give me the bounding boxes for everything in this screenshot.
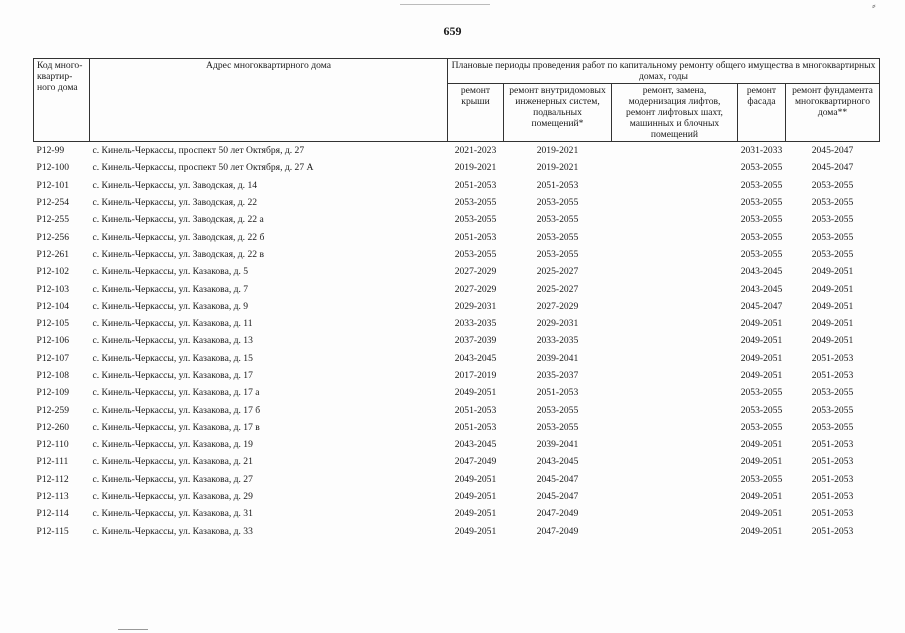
address-cell: с. Кинель-Черкассы, ул. Казакова, д. 17 в [92,421,260,433]
engineering-cell: 2039-2041 [536,352,579,364]
elevators-cell [612,471,738,488]
table-row [34,298,880,315]
header-foundation: ремонт фундамента многоквартирного дома** [786,84,880,142]
roof-cell: 2049-2051 [454,525,497,537]
facade-cell: 2053-2055 [740,473,783,485]
address-cell: с. Кинель-Черкассы, ул. Казакова, д. 29 [92,491,253,503]
foundation-cell: 2051-2053 [811,352,854,364]
table-row [34,401,880,418]
facade-cell: 2049-2051 [740,525,783,537]
table-row [34,315,880,332]
roof-cell: 2053-2055 [454,214,497,226]
table-row [34,159,880,176]
table-body [34,142,880,540]
address-cell: с. Кинель-Черкассы, ул. Казакова, д. 7 [92,283,249,295]
elevators-cell [612,453,738,470]
foundation-cell: 2051-2053 [811,439,854,451]
engineering-cell: 2053-2055 [536,231,579,243]
facade-cell: 2053-2055 [740,421,783,433]
elevators-cell [612,488,738,505]
roof-cell: 2053-2055 [454,248,497,260]
engineering-cell: 2045-2047 [536,491,579,503]
code-cell: Р12-101 [36,179,70,191]
foundation-cell: 2053-2055 [811,197,854,209]
code-cell: Р12-259 [36,404,70,416]
roof-cell: 2051-2053 [454,404,497,416]
foundation-cell: 2053-2055 [811,179,854,191]
header-roof: ремонт крыши [448,84,504,142]
foundation-cell: 2053-2055 [811,248,854,260]
elevators-cell [612,350,738,367]
foundation-cell: 2049-2051 [811,283,854,295]
address-cell: с. Кинель-Черкассы, ул. Казакова, д. 33 [92,525,253,537]
address-cell: с. Кинель-Черкассы, проспект 50 лет Октября, д. 27 А [92,162,314,174]
facade-cell: 2053-2055 [740,179,783,191]
roof-cell: 2053-2055 [454,197,497,209]
address-cell: с. Кинель-Черкассы, ул. Казакова, д. 27 [92,473,253,485]
roof-cell: 2047-2049 [454,456,497,468]
facade-cell: 2053-2055 [740,404,783,416]
header-periods: Плановые периоды проведения работ по капитальному ремонту общего имущества в многоквартирных домах, годы [448,59,880,84]
facade-cell: 2043-2045 [740,283,783,295]
roof-cell: 2051-2053 [454,231,497,243]
table-row [34,367,880,384]
foundation-cell: 2051-2053 [811,456,854,468]
engineering-cell: 2053-2055 [536,421,579,433]
foundation-cell: 2049-2051 [811,300,854,312]
engineering-cell: 2053-2055 [536,197,579,209]
facade-cell: 2043-2045 [740,266,783,278]
foundation-cell: 2053-2055 [811,387,854,399]
engineering-cell: 2047-2049 [536,508,579,520]
roof-cell: 2017-2019 [454,370,497,381]
facade-cell: 2049-2051 [740,352,783,364]
foundation-cell: 2053-2055 [811,214,854,226]
code-cell: Р12-102 [36,266,70,278]
code-cell: Р12-100 [36,162,70,174]
facade-cell: 2053-2055 [740,231,783,243]
engineering-cell: 2019-2021 [536,145,579,157]
engineering-cell: 2053-2055 [536,404,579,416]
code-cell: Р12-104 [36,300,70,312]
roof-cell: 2021-2023 [454,145,497,157]
foundation-cell: 2051-2053 [811,491,854,503]
roof-cell: 2037-2039 [454,335,497,347]
header-elevators: ремонт, замена, модернизация лифтов, ремонт лифтовых шахт, машинных и блочных помещений [612,84,738,142]
engineering-cell: 2053-2055 [536,214,579,226]
foundation-cell: 2045-2047 [811,162,854,174]
elevators-cell [612,280,738,297]
table-row [34,436,880,453]
scan-artifact-mark: ⸗ [872,0,876,12]
table-row [34,194,880,211]
header-row-top [34,59,880,84]
header-facade: ремонт фасада [738,84,786,142]
table-row [34,350,880,367]
code-cell: Р12-260 [36,421,70,433]
engineering-cell: 2025-2027 [536,283,579,295]
roof-cell: 2049-2051 [454,473,497,485]
repair-schedule-table [33,58,880,540]
elevators-cell [612,315,738,332]
scan-artifact-line-bottom [118,629,148,630]
roof-cell: 2043-2045 [454,439,497,451]
elevators-cell [612,367,738,384]
table-row [34,523,880,540]
elevators-cell [612,523,738,540]
engineering-cell: 2039-2041 [536,439,579,451]
code-cell: Р12-108 [36,370,70,381]
table-row [34,384,880,401]
header-address: Адрес многоквартирного дома [90,59,448,142]
facade-cell: 2049-2051 [740,491,783,503]
elevators-cell [612,263,738,280]
roof-cell: 2027-2029 [454,266,497,278]
elevators-cell [612,159,738,176]
code-cell: Р12-111 [36,456,69,468]
roof-cell: 2043-2045 [454,352,497,364]
roof-cell: 2033-2035 [454,318,497,330]
elevators-cell [612,298,738,315]
table-row [34,505,880,522]
engineering-cell: 2045-2047 [536,473,579,485]
engineering-cell: 2051-2053 [536,179,579,191]
code-cell: Р12-114 [36,508,69,520]
code-cell: Р12-255 [36,214,70,226]
table-row [34,332,880,349]
code-cell: Р12-112 [36,473,69,485]
address-cell: с. Кинель-Черкассы, ул. Казакова, д. 11 [92,318,253,330]
code-cell: Р12-113 [36,491,69,503]
roof-cell: 2027-2029 [454,283,497,295]
address-cell: с. Кинель-Черкассы, ул. Заводская, д. 22 а [92,214,264,226]
engineering-cell: 2043-2045 [536,456,579,468]
address-cell: с. Кинель-Черкассы, ул. Казакова, д. 15 [92,352,253,364]
roof-cell: 2049-2051 [454,491,497,503]
foundation-cell: 2053-2055 [811,231,854,243]
address-cell: с. Кинель-Черкассы, ул. Казакова, д. 21 [92,456,253,468]
facade-cell: 2049-2051 [740,318,783,330]
address-cell: с. Кинель-Черкассы, ул. Казакова, д. 17 [92,370,253,381]
header-code: Код много-квартир-ного дома [34,59,90,142]
foundation-cell: 2051-2053 [811,508,854,520]
table-row [34,453,880,470]
table-row [34,419,880,436]
foundation-cell: 2053-2055 [811,404,854,416]
engineering-cell: 2047-2049 [536,525,579,537]
page-number: 659 [443,24,462,38]
foundation-cell: 2049-2051 [811,335,854,347]
header-engineering: ремонт внутридомовых инженерных систем, подвальных помещений* [504,84,612,142]
code-cell: Р12-109 [36,387,70,399]
address-cell: с. Кинель-Черкассы, ул. Казакова, д. 19 [92,439,253,451]
elevators-cell [612,142,738,160]
facade-cell: 2031-2033 [740,145,783,157]
roof-cell: 2049-2051 [454,387,497,399]
table-row [34,488,880,505]
engineering-cell: 2019-2021 [536,162,579,174]
engineering-cell: 2033-2035 [536,335,579,347]
table-row [34,211,880,228]
engineering-cell: 2027-2029 [536,300,579,312]
foundation-cell: 2053-2055 [811,421,854,433]
facade-cell: 2045-2047 [740,300,783,312]
code-cell: Р12-99 [36,145,65,157]
code-cell: Р12-256 [36,231,70,243]
code-cell: Р12-105 [36,318,70,330]
foundation-cell: 2051-2053 [811,370,854,381]
address-cell: с. Кинель-Черкассы, ул. Казакова, д. 9 [92,300,249,312]
facade-cell: 2053-2055 [740,387,783,399]
address-cell: с. Кинель-Черкассы, ул. Заводская, д. 22 [92,197,258,209]
code-cell: Р12-106 [36,335,70,347]
facade-cell: 2049-2051 [740,439,783,451]
foundation-cell: 2051-2053 [811,525,854,537]
address-cell: с. Кинель-Черкассы, ул. Заводская, д. 22 в [92,248,264,260]
foundation-cell: 2049-2051 [811,318,854,330]
elevators-cell [612,436,738,453]
engineering-cell: 2025-2027 [536,266,579,278]
code-cell: Р12-107 [36,352,70,364]
roof-cell: 2051-2053 [454,179,497,191]
elevators-cell [612,228,738,245]
address-cell: с. Кинель-Черкассы, ул. Казакова, д. 31 [92,508,253,520]
code-cell: Р12-254 [36,197,70,209]
foundation-cell: 2049-2051 [811,266,854,278]
engineering-cell: 2029-2031 [536,318,579,330]
address-cell: с. Кинель-Черкассы, ул. Казакова, д. 17 а [92,387,260,399]
facade-cell: 2053-2055 [740,214,783,226]
table-row [34,280,880,297]
engineering-cell: 2035-2037 [536,370,579,381]
elevators-cell [612,246,738,263]
roof-cell: 2049-2051 [454,508,497,520]
elevators-cell [612,194,738,211]
address-cell: с. Кинель-Черкассы, ул. Казакова, д. 5 [92,266,249,278]
roof-cell: 2029-2031 [454,300,497,312]
facade-cell: 2053-2055 [740,248,783,260]
table-row [34,246,880,263]
address-cell: с. Кинель-Черкассы, ул. Заводская, д. 14 [92,179,258,191]
table-row [34,471,880,488]
foundation-cell: 2051-2053 [811,473,854,485]
engineering-cell: 2053-2055 [536,248,579,260]
facade-cell: 2049-2051 [740,370,783,381]
facade-cell: 2049-2051 [740,335,783,347]
table-row [34,263,880,280]
elevators-cell [612,332,738,349]
code-cell: Р12-115 [36,525,69,537]
foundation-cell: 2045-2047 [811,145,854,157]
elevators-cell [612,505,738,522]
facade-cell: 2049-2051 [740,456,783,468]
elevators-cell [612,384,738,401]
elevators-cell [612,211,738,228]
roof-cell: 2051-2053 [454,421,497,433]
code-cell: Р12-261 [36,248,70,260]
facade-cell: 2053-2055 [740,197,783,209]
scan-artifact-line [400,4,490,5]
address-cell: с. Кинель-Черкассы, проспект 50 лет Октября, д. 27 [92,145,305,157]
address-cell: с. Кинель-Черкассы, ул. Заводская, д. 22 б [92,231,265,243]
table-row [34,142,880,160]
roof-cell: 2019-2021 [454,162,497,174]
facade-cell: 2053-2055 [740,162,783,174]
elevators-cell [612,419,738,436]
address-cell: с. Кинель-Черкассы, ул. Казакова, д. 17 б [92,404,261,416]
elevators-cell [612,177,738,194]
code-cell: Р12-103 [36,283,70,295]
table-row [34,228,880,245]
facade-cell: 2049-2051 [740,508,783,520]
table-row [34,177,880,194]
address-cell: с. Кинель-Черкассы, ул. Казакова, д. 13 [92,335,253,347]
elevators-cell [612,401,738,418]
code-cell: Р12-110 [36,439,69,451]
engineering-cell: 2051-2053 [536,387,579,399]
